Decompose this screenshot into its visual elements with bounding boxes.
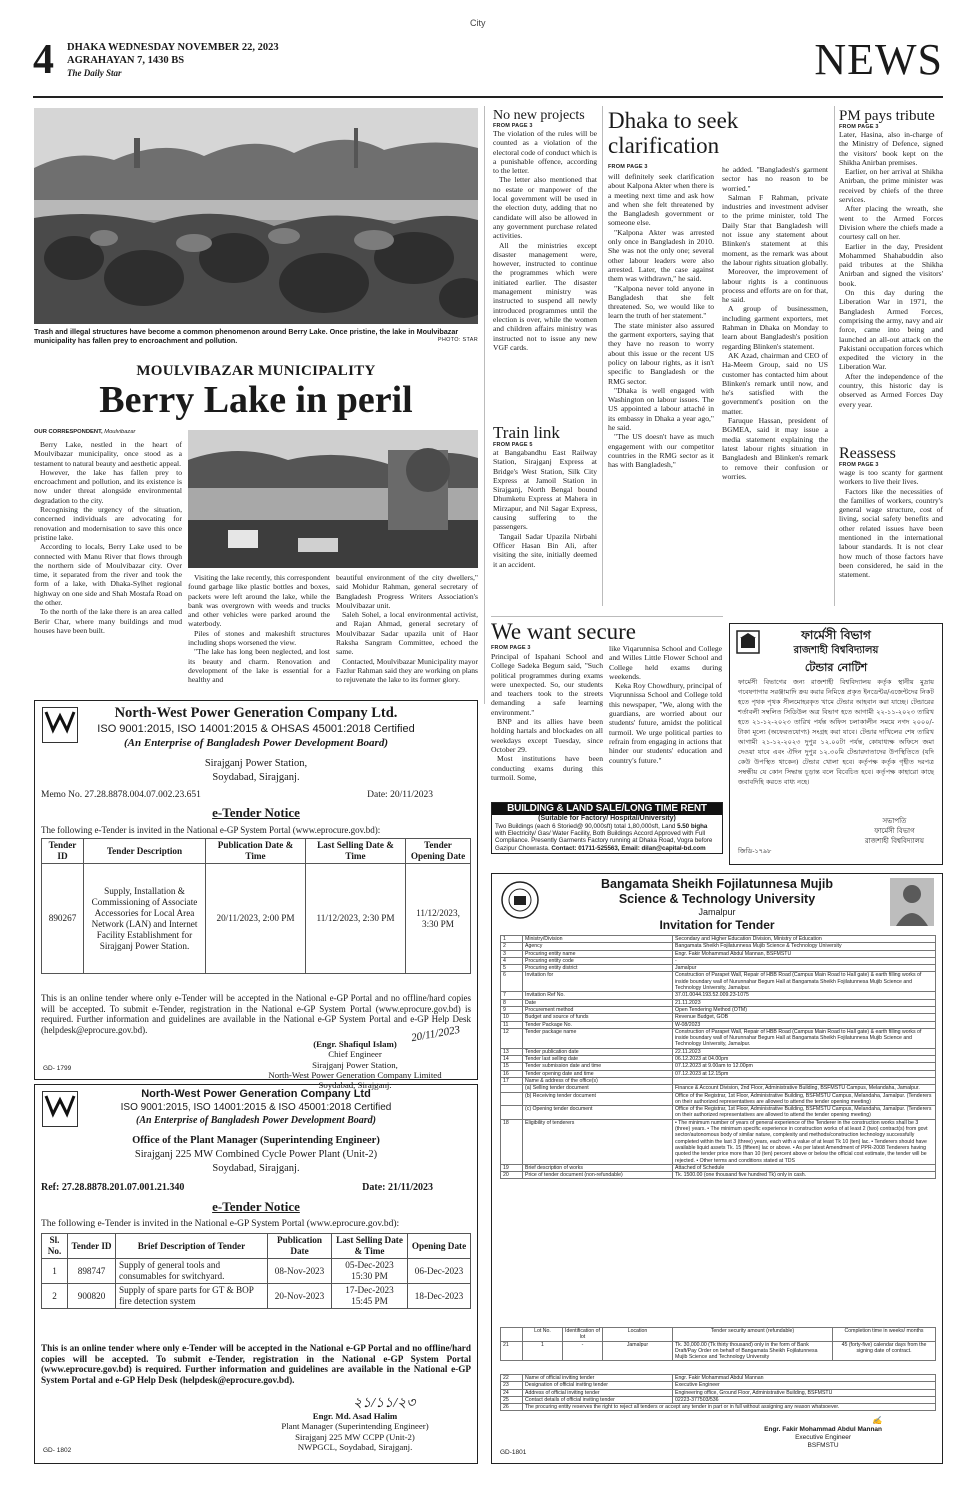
table-cell: 22.11.2023	[673, 1048, 936, 1055]
table-row	[501, 1021, 936, 1028]
table-cell: Engineering office, Ground Floor, Administrative Building, BSFMSTU	[673, 1389, 936, 1396]
table-cell: Open Tendering Method (OTM)	[673, 1006, 936, 1013]
station-line: Sirajganj Power Station,	[204, 758, 308, 769]
footer-note: This is an online tender where only e-Tender will be accepted in the National e-GP Portal and no offline/hard copies will be accepted. To submit e-Tender, registration in the National e-GP System Portal (www.eprocure.gov.bd) is required. Further information and guidelines are available in the National e-GP System Portal and e-GP Help Desk (helpdesk@eprocure.gov.bd).	[41, 993, 471, 1035]
table-cell: 23	[501, 1382, 523, 1389]
kicker: MOULVIBAZAR MUNICIPALITY	[136, 363, 376, 379]
from-page: FROM PAGE 3	[839, 124, 879, 130]
table-cell	[673, 1077, 936, 1084]
table-row	[501, 1172, 936, 1179]
headline-dhaka-clarification: Dhaka to seek clarification	[608, 108, 739, 158]
plant-line: Sirajganj 225 MW Combined Cycle Power Plant (Unit-2)	[134, 1149, 378, 1160]
table-cell: Tender Package No.	[523, 1021, 673, 1028]
table-cell: Budget and source of funds	[523, 1014, 673, 1021]
notice-title: e-Tender Notice	[212, 805, 300, 820]
col-rule-1	[484, 106, 485, 704]
table-row	[501, 1063, 936, 1070]
headline-reassess: Reassess	[839, 445, 896, 462]
location-line: Soydabad, Sirajganj.	[212, 772, 300, 783]
pharmacy-ref: জিডি-১৭৯৮	[738, 847, 772, 855]
from-page: FROM PAGE 3	[608, 164, 648, 170]
table-cell: -	[673, 957, 936, 964]
table-cell: 07.12.2023 at 12.15pm	[673, 1070, 936, 1077]
table-cell: Price of tender document (non-refundable)	[523, 1172, 673, 1179]
table-row	[501, 1006, 936, 1013]
bsfmstu-tender-ad	[491, 873, 943, 1464]
table-cell: Engr. Fakir Mohammad Abdul Mannan	[673, 1375, 936, 1382]
lot-table	[500, 1327, 936, 1361]
from-page: FROM PAGE 3	[493, 123, 533, 129]
table-cell: 14	[501, 1056, 523, 1063]
table-cell: Tender submission date and time	[523, 1063, 673, 1070]
iso-line: ISO 9001:2015, ISO 14001:2015 & OHSAS 45001:2018 Certified	[97, 723, 415, 735]
table-row	[501, 1077, 936, 1084]
table-row	[501, 999, 936, 1006]
table-cell: Tender publication date	[523, 1048, 673, 1055]
table-cell: (a) Selling tender document	[523, 1085, 673, 1092]
table-cell: 17	[501, 1077, 523, 1084]
ad-ref: GD-1801	[500, 1449, 527, 1456]
university-title-2: Science & Technology University	[618, 892, 816, 906]
table-cell: Procuring entity district	[523, 965, 673, 972]
from-page: FROM PAGE 5	[493, 442, 533, 448]
table-row	[501, 1048, 936, 1055]
table-cell: Designation of official inviting tender	[523, 1382, 673, 1389]
table-cell: 37.01.0044.193.52.009.23-1075	[673, 992, 936, 999]
table-cell: 12	[501, 1028, 523, 1048]
table-cell: Construction of Parapet Wall, Repair of HBB Road (Campus Main Road to Hall gate) & earth filling works of inside boundary wall of Nurunnahar Begum Hall at Bangamata Sheikh Fojilatunnesa Mujib Science and Technology University, Jamalpur.	[673, 972, 936, 992]
tender-table	[41, 1233, 471, 1309]
table-cell	[501, 1106, 523, 1120]
office-line: Office of the Plant Manager (Superintending Engineer)	[132, 1135, 380, 1146]
secure-col-1: Principal of Ispahani School and College Sadeka Begum said, "Such political programmes during exams were unexpected. So, our students and teachers took to the streets demanding a safe learning environment." BNP and its allies have been holding hartals and blockades on all weekdays except Tuesday, since October 29. Most institutions have been conducting exams during this turmoil. Some,	[491, 652, 603, 782]
official-table	[500, 1374, 936, 1411]
signature-mark: ✍	[872, 1416, 882, 1425]
table-row: 1 898747 Supply of general tools and consumables for switchyard. 08-Nov-2023 05-Dec-2023 15:30 PM 06-Dec-2023	[42, 1259, 471, 1284]
lake-photo	[34, 108, 478, 324]
table-row	[501, 1164, 936, 1171]
table-cell: Executive Engineer	[673, 1382, 936, 1389]
lead-col-1: Berry Lake, nestled in the heart of Moulvibazar municipality, once stood as a testament to natural beauty and aesthetic appeal. However, the lake has fallen prey to encroachment and pollution, and its existence is now under threat alongside environmental degradation to the city. Recognising the urgency of the situation, concerned individuals are advocating for renovation and modernisation to save this once pristine lake. According to locals, Berry Lake used to be connected with Manu River that flows through the northern side of Moulvibazar city. Over time, it separated from the river and took the form of a lake, with Dhaka-Sylhet regional highway on one side and Shah Mostafa Road on the other. To the north of the lake there is an area called Berir Char, where many buildings and mud houses have been built.	[34, 440, 182, 635]
memo-date: Date: 20/11/2023	[367, 790, 433, 800]
building-ad-title: BUILDING & LAND SALE/LONG TIME RENT	[492, 803, 722, 815]
story-train-link: Train link FROM PAGE 5 at Bangabandhu East Railway Station, Sirajganj Express at Bridge's West Station, Silk City Express at Jamoil Station in Sirajganj, North Bengal bound Dhumketu Express at Mahera in Mirzapur, and Nil Sagar Express, causing suffering to the passengers. Tangail Sadar Upazila Nirbahi Officer Hasan Bin Ali, after visiting the site, initially deemed it an accident.	[493, 423, 597, 569]
byline: OUR CORRESPONDENT, Moulvibazar	[34, 429, 136, 435]
table-cell: Attached of Schedule	[673, 1164, 936, 1171]
table-cell: 3	[501, 950, 523, 957]
table-cell: Date	[523, 999, 673, 1006]
table-cell: Procurement method	[523, 1006, 673, 1013]
table-cell: (b) Receiving tender document	[523, 1092, 673, 1106]
signatory: Engr. Md. Asad Halim Plant Manager (Superintending Engineer) Sirajganj 225 MW CCPP (Unit-2) NWPGCL, Soydabad, Sirajganj.	[281, 1411, 429, 1452]
table-cell: Office of the Registrar, 1st Floor, Administrative Building, BSFMSTU Campus, Melandaha, Jamalpur. (Tenderers on their authorized representatives are allowed to attend the tender opening meeting)	[673, 1106, 936, 1120]
table-cell: Ministry/Division	[523, 936, 673, 943]
photo-caption: Trash and illegal structures have become a common phenomenon around Berry Lake. Once pristine, the lake in Moulvibazar municipality has fallen prey to encroachment and pollution. PHOTO: STAR	[34, 327, 478, 345]
story-reassess: Reassess FROM PAGE 3 wage is too scanty for garment workers to live their lives. Factors like the necessities of the families of workers, country's general wage structure, cost of living, social safety benefits and other related issues have been mentioned in the international labour standards. It is not clear how much of those factors have been considered, he said in the statement.	[839, 445, 943, 580]
signature-date: 20/11/2023	[410, 1023, 461, 1045]
table-row	[501, 1056, 936, 1063]
table-cell: 21.11.2023	[673, 999, 936, 1006]
table-cell: • The minimum number of years of general experience of the Tenderer in the construction works shall be 3 (three) years. • The minimum specific experience in construction works of at least 2 (two) contract(s) from govt sector/autonomous body of similar nature, complexity and methods/construction technology successfully completed within the last 3 (three) years, each with a value of at least Tk 10 (ten) lac. • Tenderers should have available liquid assets Tk. 15 (fifteen) lac or above. • As per latest Amendment of PPR-2008 Tenderers having quoted the tender price more than 10 (ten) percent above or below the official cost estimate, the tender will be rejected. • Other terms and conditions stated at TDS	[673, 1119, 936, 1164]
table-row	[501, 1375, 936, 1382]
table-cell: Bangamata Sheikh Fojilatunnesa Mujib Science & Technology University	[673, 943, 936, 950]
table-cell: 24	[501, 1389, 523, 1396]
university-place: Jamalpur	[698, 907, 736, 917]
section-label: City	[470, 18, 486, 28]
story-no-new-projects: No new projects FROM PAGE 3 The violation of the rules will be counted as a violation of the electoral code of conduct which is a punishable offence, according to the letter. The letter also mentioned that no estate or manpower of the local government will be used in the election duty, adding that no candidate will also be allowed in any government purchase related activities. All the ministries except disaster management were, however, instructed to continue the programmes which were initiated earlier. The disaster management ministry was instructed to suspend all newly introduced programmes until the election is over, while the women and children affairs ministry was instructed not to issue any new VGF cards.	[493, 108, 597, 352]
table-cell: 7	[501, 992, 523, 999]
table-row	[501, 943, 936, 950]
pharmacy-body: ফার্মেসী বিভাগের জন্য রাজশাহী বিশ্ববিদ্যালয় কর্তৃক স্থানীয় মুদ্রায় গবেষণাগার সরঞ্জামাদি ক্রয় করার নিমিত্তে প্রকৃত ইনডেন্টর/এজেন্টদের নিকট হতে পৃথক পৃথক সীলমোহরকৃত খামে টেন্ডার আহবান করা যাচ্ছে। টেন্ডারের শর্তাবলী সম্বলিত সিডিউল অত্র বিভাগ হতে আগামী ২২-১১-২০২৩ তারিখ হতে ২১-১২-২০২৩ তারিখ পর্যন্ত অফিস চলাকালীন সময়ে নগদ ২০০০/- টাকা মূল্যে (অফেরতযোগ্য) সংগ্রহ করা যাবে। টেন্ডার দাখিলের শেষ তারিখ আগামী ২১-১২-২০২৩ দুপুর ১২.০০টা পর্যন্ত, কোযাধ্যক্ষ অফিসে জমা দেওয়া যাবে এবং ঐদিন দুপুর ১২.৩০মি টেন্ডারদাতাদের উপস্থিতিতে (যদি কেউ উপস্থিত থাকেন) টেন্ডার খোলা হবে। কর্তৃপক্ষ কর্তৃক গৃহীত দরপত্র সম্বন্ধীয় যে কোন সিদ্ধান্ত চূড়ান্ত বলে বিবেচিত হবে। কর্তৃপক্ষ কাহারো কাছে জবাবদিহি করতে বাধ্য নহে।	[738, 678, 934, 786]
table-row	[501, 992, 936, 999]
nwpgcl-tender-ad-2	[34, 1084, 478, 1464]
intro-line: The following e-Tender is invited in the National e-GP System Portal (www.eprocure.gov.bd):	[41, 1219, 400, 1229]
table-cell: Tender last selling date	[523, 1056, 673, 1063]
story-pm-tribute: PM pays tribute FROM PAGE 3 Later, Hasina, also in-charge of the Ministry of Defence, signed the visitors' book kept on the Shikha Anirban premises. Earlier, on her arrival at Shikha Anirban, the prime minister was received by chiefs of the three services. After placing the wreath, she went to the Armed Forces Division where the chiefs made a courtesy call on her. Earlier in the day, President Mohammed Shahabuddin also paid tributes at the Shikha Anirban and signed the visitors' book. On this day during the Liberation War in 1971, the Bangladesh Armed Forces, comprising the army, navy and air force, came into being and launched an all-out attack on the Pakistani occupation forces which expedited the victory in the Liberation War. After the independence of the country, this historic day is observed as Armed Forces Day every year.	[839, 108, 943, 409]
table-header-row: Tender ID Tender Description Publication Date & Time Last Selling Date & Time Tender Opening Date	[42, 839, 471, 864]
from-page: FROM PAGE 3	[491, 645, 531, 651]
table-cell: Revenue Budget, GOB	[673, 1014, 936, 1021]
ref-date: Date: 21/11/2023	[362, 1182, 433, 1193]
table-row	[501, 1106, 936, 1120]
table-row	[501, 957, 936, 964]
table-cell: Finance & Account Division, 2nd Floor, Administrative Building, BSFMSTU Campus, Melandaha, Jamalpur.	[673, 1085, 936, 1092]
table-cell: 16	[501, 1070, 523, 1077]
col-rule-3	[834, 106, 835, 606]
table-cell: 5	[501, 965, 523, 972]
tender-info-table	[500, 935, 936, 1179]
table-cell: Agency	[523, 943, 673, 950]
table-cell: Brief description of works	[523, 1164, 673, 1171]
table-row	[501, 1028, 936, 1048]
table-row	[501, 1092, 936, 1106]
signatory: Engr. Fakir Mohammad Abdul Mannan Executive Engineer BSFMSTU	[764, 1426, 882, 1449]
dhaka-col-1: will definitely seek clarification about Kalpona Akter when there is a meeting next time and ask how and when she felt threatened by the Bangladesh government or someone else. "Kalpona Akter was arrested only once in Bangladesh in 2010. She was not the only one; several other labour leaders were also arrested. Later, the case against them was withdrawn," he said. "Kalpona never told anyone in Bangladesh that she felt threatened. So, we would like to learn the truth of her statement." The state minister also assured the garment exporters, saying that they have no reason to worry about this issue or the recent US policy on labour rights, as it isn't specific to Bangladesh or the RMG sector. "Dhaka is well engaged with Washington on labour issues. The US appointed a labour attaché in its embassy in Dhaka a year ago," he said. "The US doesn't have as much engagement with our competitor countries in the RMG sector as it has with Bangladesh,"	[608, 172, 714, 470]
enterprise-line: (An Enterprise of Bangladesh Power Development Board)	[135, 1115, 376, 1126]
table-row	[501, 1070, 936, 1077]
building-ad-subtitle: (Suitable for Factory/ Hospital/University)	[538, 815, 676, 822]
masthead-rule	[33, 96, 943, 98]
date-line: DHAKA WEDNESDAY NOVEMBER 22, 2023	[67, 42, 279, 53]
table-cell: 6	[501, 972, 523, 992]
table-cell: 25	[501, 1396, 523, 1403]
table-row: 890267 Supply, Installation & Commissioning of Associate Accessories for Local Area Network (LAN) and Internet Facility Establishment for Sirajganj Power Station. 20/11/2023, 2:00 PM 11/12/2023, 2:30 PM 11/12/2023, 3:30 PM	[42, 864, 471, 974]
headline-pm-tribute: PM pays tribute	[839, 108, 935, 124]
story-dhaka-clarification	[608, 108, 830, 170]
from-page: FROM PAGE 3	[839, 462, 879, 468]
location-line: Soydabad, Sirajganj.	[212, 1163, 300, 1174]
headline-train-link: Train link	[493, 423, 560, 442]
table-cell: 20	[501, 1172, 523, 1179]
table-cell: 18	[501, 1119, 523, 1164]
signature-mark: ২১/১১/২৩	[353, 1396, 416, 1411]
table-cell: Secondary and Higher Education Division, Ministry of Education	[673, 936, 936, 943]
table-cell: Tender opening date and time	[523, 1070, 673, 1077]
page-number: 4	[33, 37, 54, 83]
memo-no: Memo No. 27.28.8878.004.07.002.23.651	[41, 790, 201, 800]
section-title: NEWS	[814, 35, 943, 84]
table-header-row: Sl. No. Tender ID Brief Description of Tender Publication Date Last Selling Date & Time Opening Date	[42, 1234, 471, 1259]
dhaka-col-2: he added. "Bangladesh's garment sector has no reason to be worried." Salman F Rahman, private industries and investment adviser to the prime minister, told The Daily Star that Bangladesh will not issue any statement about Blinken's statement at this moment, as the remark was about the labour rights situation globally. Moreover, the improvement of labour rights is a continuous process and efforts are on for that, he said. A group of businessmen, including garment exporters, met Rahman in Dhaka on Monday to learn about Bangladesh's position regarding Blinken's statement. AK Azad, chairman and CEO of Ha-Meem Group, said no US customer has contacted him about Blinken's remark until now, and he's satisfied with the government's position on the matter. Faruque Hassan, president of BGMEA, said it may issue a media statement explaining the latest labour rights situation in Bangladesh and Blinken's remark to remove their confusion or worries.	[722, 165, 829, 481]
bangla-date: AGRAHAYAN 7, 1430 BS	[67, 55, 185, 66]
lead-col-3: beautiful environment of the city dwellers," said Mohidur Rahman, general secretary of Bangladesh Progress Writers Association's Moulvibazar unit. Saleh Sohel, a local environmental activist, and Rajan Ahmad, general secretary of Moulvibazar Sadar upazila unit of Haor Raksha Sangram Committee, echoed the same. Contacted, Moulvibazar Municipality mayor Fazlur Rahman said they are working on plans to rejuvenate the lake to its former glory.	[336, 573, 478, 685]
table-cell: 02223-377503/536	[673, 1396, 936, 1403]
table-cell: Name & address of the office(s)	[523, 1077, 673, 1084]
table-cell: (c) Opening tender document	[523, 1106, 673, 1120]
company-name: North-West Power Generation Company Ltd	[141, 1088, 371, 1100]
table-cell: 19	[501, 1164, 523, 1171]
table-cell: Jamalpur	[673, 965, 936, 972]
table-cell: Office of the Registrar, 1st Floor, Administrative Building, BSFMSTU Campus, Melandaha, Jamalpur. (Tenderers on their authorized representatives are allowed to attend the tender opening meeting)	[673, 1092, 936, 1106]
table-cell: 26	[501, 1404, 523, 1411]
table-cell: Name of official inviting tender	[523, 1375, 673, 1382]
table-cell: 2	[501, 943, 523, 950]
table-cell: Address of official inviting tender	[523, 1389, 673, 1396]
table-row	[501, 1085, 936, 1092]
iso-line: ISO 9001:2015, ISO 14001:2015 & ISO 45001:2018 Certified	[120, 1102, 392, 1113]
table-row	[501, 1119, 936, 1164]
table-row	[501, 936, 936, 943]
pharmacy-title: ফার্মেসী বিভাগ	[801, 628, 871, 642]
headline-berry-lake: Berry Lake in peril	[99, 379, 413, 421]
table-row	[501, 965, 936, 972]
nwpgcl-tender-ad-1	[34, 700, 478, 1091]
building-sale-ad	[491, 802, 723, 854]
table-cell: 22	[501, 1375, 523, 1382]
building-ad-body: Two Buildings (each 6 Storied@ 90,000sft) total 1,80,000sft, Land 5.50 bigha with Electricity/ Gas/ Water Facility, Both Buildings Accord Approved with Full Compliance. Presently Garments Factory running at Dhaka Road, Vogra before Gazipur Chowrasta. Contact: 01711-525563, Email: dilan@capital-bd.com	[495, 823, 713, 852]
pharmacy-signature: সভাপতি ফার্মেসী বিভাগ রাজশাহী বিশ্ববিদ্যালয়	[864, 817, 924, 845]
table-cell: W-08/2023	[673, 1021, 936, 1028]
table-cell	[501, 1092, 523, 1106]
masthead	[33, 35, 943, 86]
lead-col-2: Visiting the lake recently, this correspondent found garbage like plastic bottles and boxes, packets were left around the lake, while the bank was overgrown with weeds and trucks and other vehicles were parked around the waterbody. Piles of stones and makeshift structures including shops worsened the view. "The lake has long been neglected, and lost its beauty and charm. Renovation and development of the lake is essential for a healthy and	[188, 573, 330, 685]
pharmacy-university: রাজশাহী বিশ্ববিদ্যালয়	[793, 645, 879, 656]
table-cell: 06.12.2023 at 04.00pm	[673, 1056, 936, 1063]
lake-photo-2	[188, 430, 478, 568]
company-name: North-West Power Generation Company Ltd.	[114, 705, 398, 721]
table-cell: 4	[501, 957, 523, 964]
table-row	[501, 972, 936, 992]
table-row	[501, 1404, 936, 1411]
pharmacy-notice: টেন্ডার নোটিশ	[804, 661, 868, 674]
table-row	[501, 1014, 936, 1021]
table-cell: 11	[501, 1021, 523, 1028]
table-cell: 07.12.2023 at 9.00am to 12.00pm	[673, 1063, 936, 1070]
signatory: (Engr. Shafiqul Islam) Chief Engineer Sirajganj Power Station, North-West Power Generation Company Limited Soydabad, Sirajganj.	[268, 1039, 442, 1091]
table-cell: The procuring entity reserves the right to reject all tenders or accept any tender in part or in full without assigning any reason whatsoever.	[523, 1404, 936, 1411]
col-rule-2	[602, 106, 603, 606]
lot-row: 21 1 - Jamalpur Tk. 30,000.00 (Tk thirty thousand) only in the form of Bank Draft/Pay Order on behalf of Bangamata Sheikh Fojilatunnesa Mujib Science and Technology University 45 (forty-five) calendar days from the signing date of contract.	[501, 1341, 936, 1361]
ad-ref: GD- 1802	[43, 1447, 72, 1454]
lake-photo-art	[34, 108, 478, 324]
table-cell: Invitation Ref No.	[523, 992, 673, 999]
table-cell: Invitation for	[523, 972, 673, 992]
table-row	[501, 1396, 936, 1403]
table-cell: 10	[501, 1014, 523, 1021]
table-cell: Tk. 1500.00 (one thousand five hundred Tk) only in cash.	[673, 1172, 936, 1179]
invitation-title: Invitation for Tender	[659, 918, 775, 932]
table-row	[501, 1389, 936, 1396]
lake-photo-2-art	[188, 430, 478, 568]
table-row	[501, 1382, 936, 1389]
table-cell: Eligibility of tenderers	[523, 1119, 673, 1164]
table-cell: 9	[501, 1006, 523, 1013]
table-cell: Procuring entity code	[523, 957, 673, 964]
pharmacy-tender-ad	[729, 623, 943, 865]
photo-credit: PHOTO: STAR	[437, 337, 478, 343]
headline-no-new-projects: No new projects	[493, 108, 585, 123]
ad-ref: GD- 1799	[43, 1065, 72, 1072]
university-title-1: Bangamata Sheikh Fojilatunnesa Mujib	[601, 877, 833, 891]
enterprise-line: (An Enterprise of Bangladesh Power Development Board)	[123, 737, 388, 749]
headline-we-want-secure: We want secure	[491, 619, 637, 644]
intro-line: The following e-Tender is invited in the National e-GP System Portal (www.eprocure.gov.bd):	[41, 825, 381, 835]
secure-col-2: like Viqarunnisa School and College and Willes Little Flower School and College held exams during weekends. Keka Roy Chowdhury, principal of Viqrunnissa School and College told this newspaper, "We, along with the guardians, are worried about our students' future, amidst the political turmoil. We urge political parties to refrain from engaging in actions that hinder our students' education and country's future."	[609, 644, 722, 765]
footer-note: This is an online tender where only e-Tender will be accepted in the National e-GP Portal and no offline/hard copies will be accepted. To submit e-Tender, registration in the National e-GP System Portal (www.eprocure.gov.bd) is required. Further information and guidelines are available in the National e-GP System Portal and e-GP Help Desk (helpdesk@eprocure.gov.bd).	[41, 1343, 471, 1385]
table-cell: 13	[501, 1048, 523, 1055]
table-row	[501, 950, 936, 957]
lot-header-row: Lot No. Identification of lot Location Tender security amount (refundable) Completion time in weeks/ months	[501, 1328, 936, 1342]
table-cell: 1	[501, 936, 523, 943]
table-cell: Contact details of official inviting tender	[523, 1396, 673, 1403]
table-cell: Engr. Fakir Mohammad Abdul Mannan, BSFMSTU	[673, 950, 936, 957]
table-cell: Procuring entity name	[523, 950, 673, 957]
tender-table	[41, 838, 471, 974]
table-cell: Tender package name	[523, 1028, 673, 1048]
paper-name: The Daily Star	[67, 68, 122, 78]
table-row: 2 900820 Supply of spare parts for GT & BOP fire detection system 20-Nov-2023 17-Dec-2023 15:45 PM 18-Dec-2023	[42, 1284, 471, 1309]
table-cell	[501, 1085, 523, 1092]
table-cell: 8	[501, 999, 523, 1006]
table-cell: Construction of Parapet Wall, Repair of HBB Road (Campus Main Road to Hall gate) & earth filling works of inside boundary wall of Nurunnahar Begum Hall at Bangamata Sheikh Fojilatunnesa Mujib Science and Technology University, Jamalpur.	[673, 1028, 936, 1048]
table-cell: 15	[501, 1063, 523, 1070]
ref-no: Ref: 27.28.8878.201.07.001.21.340	[41, 1182, 185, 1193]
notice-title: e-Tender Notice	[212, 1199, 300, 1214]
